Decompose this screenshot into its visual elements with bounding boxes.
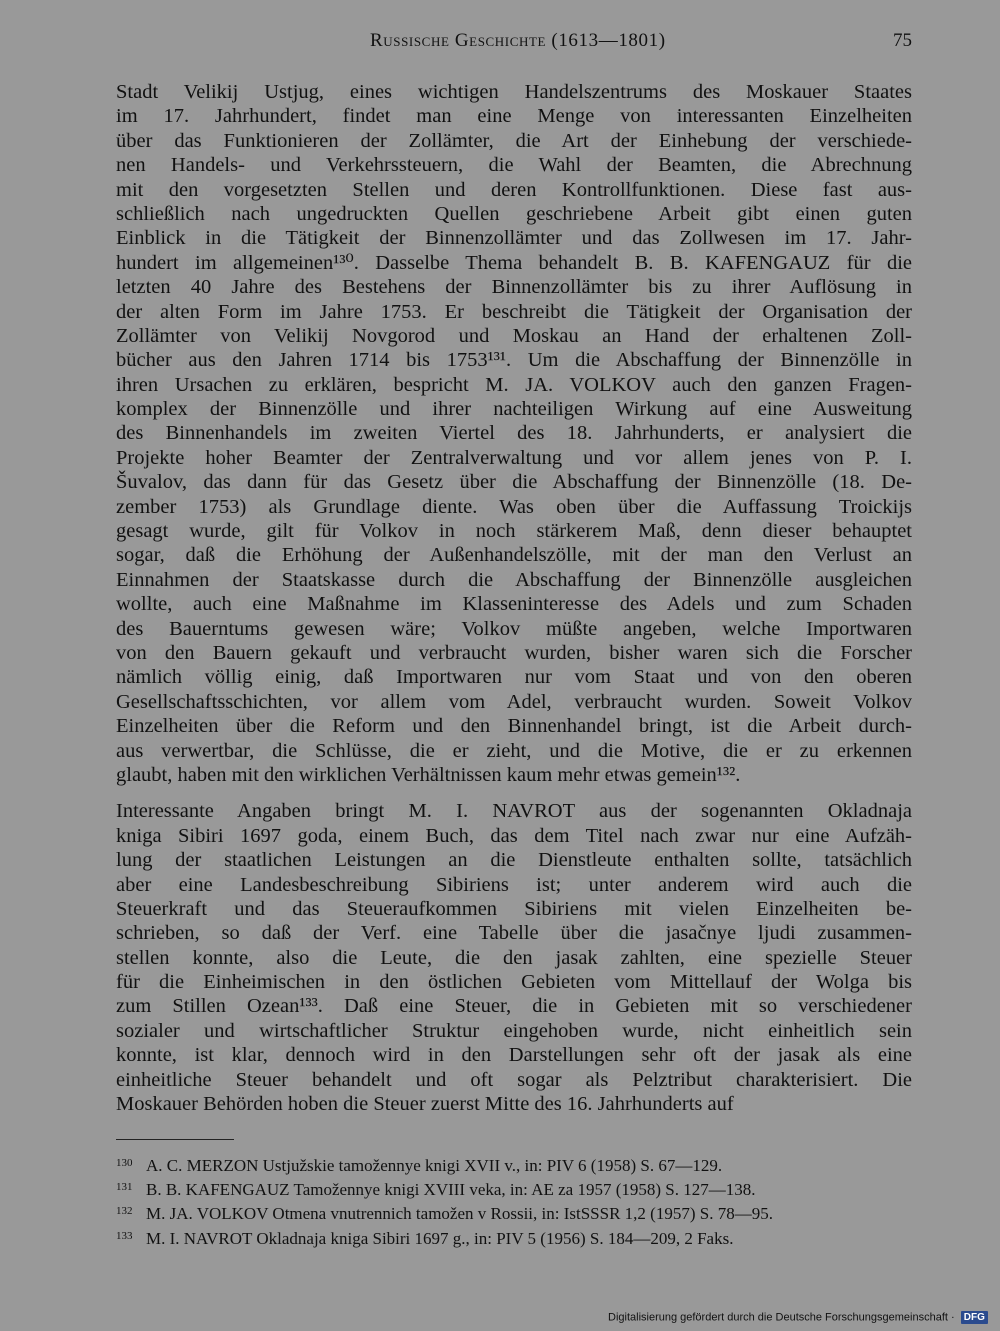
text-line: hundert im allgemeinen¹³⁰. Dasselbe Thema behandelt B. B. KAFENGAUZ für die xyxy=(116,251,912,274)
dfg-logo: DFG xyxy=(961,1311,988,1324)
text-line: des Binnenhandels im zweiten Viertel des 18. Jahrhunderts, er analysiert die xyxy=(116,422,912,445)
text-line: komplex der Binnenzölle und ihrer nachteiligen Wirkung auf eine Ausweitung xyxy=(116,398,912,421)
text-line: aber eine Landesbeschreibung Sibiriens ist; unter anderem wird auch die xyxy=(116,873,912,896)
text-line: Steuerkraft und das Steueraufkommen Sibiriens mit vielen Einzelheiten be- xyxy=(116,897,912,920)
paragraph xyxy=(116,80,912,787)
text-line: sogar, daß die Erhöhung der Außenhandelszölle, mit der man den Verlust an xyxy=(116,544,912,567)
credit-text: Digitalisierung gefördert durch die Deutsche Forschungsgemeinschaft · xyxy=(608,1311,955,1324)
text-line: Einblick in die Tätigkeit der Binnenzollämter und das Zollwesen im 17. Jahr- xyxy=(116,227,912,250)
text-line: Moskauer Behörden hoben die Steuer zuerst Mitte des 16. Jahrhunderts auf xyxy=(116,1093,734,1116)
text-line: nämlich völlig einig, daß Importwaren nur vom Staat und von den oberen xyxy=(116,666,912,689)
footnote-divider xyxy=(116,1139,234,1140)
footnote-number: 130 xyxy=(116,1157,133,1169)
footnote xyxy=(116,1175,916,1199)
text-line: aus verwertbar, die Schlüsse, die er zieht, und die Motive, die er zu erkennen xyxy=(116,739,912,762)
text-line: konnte, ist klar, dennoch wird in den Darstellungen sehr oft der jasak als eine xyxy=(116,1044,912,1067)
text-line: glaubt, haben mit den wirklichen Verhältnissen kaum mehr etwas gemein¹³². xyxy=(116,763,741,786)
page-number: 75 xyxy=(893,30,912,51)
footnote-number: 133 xyxy=(116,1229,133,1242)
text-line: im 17. Jahrhundert, findet man eine Menge von interessanten Einzelheiten xyxy=(116,105,912,128)
text-line: schließlich nach ungedruckten Quellen geschriebene Arbeit gibt einen guten xyxy=(116,202,912,225)
text-line: nen Handels- und Verkehrssteuern, die Wahl der Beamten, die Abrechnung xyxy=(116,154,912,177)
text-line: für die Einheimischen in den östlichen Gebieten vom Mittellauf der Wolga bis xyxy=(116,971,912,994)
text-line: Zollämter von Velikij Novgorod und Moskau an Hand der erhaltenen Zoll- xyxy=(116,324,912,347)
text-line: Stadt Velikij Ustjug, eines wichtigen Handelszentrums des Moskauer Staates xyxy=(116,81,912,103)
text-line: Gesellschaftsschichten, vor allem vom Adel, verbraucht wurden. Soweit Volkov xyxy=(116,690,912,713)
text-line: letzten 40 Jahre des Bestehens der Binnenzollämter bis zu ihrer Auflösung in xyxy=(116,276,912,299)
text-line: mit den vorgesetzten Stellen und deren Kontrollfunktionen. Diese fast aus- xyxy=(116,178,912,201)
text-line: ihren Ursachen zu erklären, bespricht M. JA. VOLKOV auch den ganzen Fragen- xyxy=(116,373,912,396)
text-line: des Bauerntums gewesen wäre; Volkov müßte angeben, welche Importwaren xyxy=(116,617,912,640)
running-head xyxy=(0,30,1000,58)
running-title: Russische Geschichte (1613—1801) xyxy=(370,30,666,51)
footnote xyxy=(116,1199,916,1223)
footnote xyxy=(116,1224,916,1248)
text-line: Interessante Angaben bringt M. I. NAVROT aus der sogenannten Okladnaja xyxy=(116,800,912,823)
text-line: von den Bauern gekauft und verbraucht wurden, bisher waren sich die Forscher xyxy=(116,641,912,664)
main-text xyxy=(116,80,912,1116)
text-line: lung der staatlichen Leistungen an die Dienstleute enthalten sollte, tatsächlich xyxy=(116,849,912,872)
text-line: zum Stillen Ozean¹³³. Daß eine Steuer, die in Gebieten mit so verschiedener xyxy=(116,995,912,1018)
text-line: kniga Sibiri 1697 goda, einem Buch, das dem Titel nach zwar nur eine Aufzäh- xyxy=(116,824,912,847)
paragraph xyxy=(116,799,912,1116)
footnote-text: A. C. MERZON Ustjužskie tamožennye knigi XVII v., in: PIV 6 (1958) S. 67—129. xyxy=(146,1156,723,1175)
text-line: über das Funktionieren der Zollämter, die Art der Einhebung der verschiede- xyxy=(116,129,912,152)
footnote-number: 132 xyxy=(116,1205,133,1218)
footnote-text: B. B. KAFENGAUZ Tamožennye knigi XVIII veka, in: AE za 1957 (1958) S. 127—138. xyxy=(146,1180,756,1200)
text-line: der alten Form im Jahre 1753. Er beschreibt die Tätigkeit der Organisation der xyxy=(116,300,912,323)
text-line: Projekte hoher Beamter der Zentralverwaltung und vor allem jenes von P. I. xyxy=(116,446,912,469)
text-line: sozialer und wirtschaftlicher Struktur eingehoben wurde, nicht einheitlich sein xyxy=(116,1019,912,1042)
text-line: Einnahmen der Staatskasse durch die Abschaffung der Binnenzölle ausgleichen xyxy=(116,568,912,591)
text-line: schrieben, so daß der Verf. eine Tabelle über die jasačnye ljudi zusammen- xyxy=(116,922,912,945)
footnotes xyxy=(116,1151,916,1248)
digitization-credit xyxy=(608,1311,988,1327)
footnote-number: 131 xyxy=(116,1181,133,1194)
text-line: gesagt wurde, gilt für Volkov in noch stärkerem Maß, denn dieser behauptet xyxy=(116,520,912,543)
text-line: bücher aus den Jahren 1714 bis 1753¹³¹. Um die Abschaffung der Binnenzölle in xyxy=(116,349,912,372)
footnote-text: M. I. NAVROT Okladnaja kniga Sibiri 1697 g., in: PIV 5 (1956) S. 184—209, 2 Faks. xyxy=(146,1228,734,1248)
footnote xyxy=(116,1151,916,1175)
text-line: wollte, auch eine Maßnahme im Klasseninteresse des Adels und zum Schaden xyxy=(116,593,912,616)
text-line: stellen konnte, also die Leute, die den jasak zahlten, eine spezielle Steuer xyxy=(116,946,912,969)
footnote-text: M. JA. VOLKOV Otmena vnutrennich tamožen v Rossii, in: IstSSSR 1,2 (1957) S. 78—95. xyxy=(146,1204,773,1224)
text-line: einheitliche Steuer behandelt und oft sogar als Pelztribut charakterisiert. Die xyxy=(116,1068,912,1091)
text-line: Šuvalov, das dann für das Gesetz über die Abschaffung der Binnenzölle (18. De- xyxy=(116,471,912,494)
text-line: zember 1753) als Grundlage diente. Was oben über die Auffassung Troickijs xyxy=(116,495,912,518)
text-line: Einzelheiten über die Reform und den Binnenhandel bringt, ist die Arbeit durch- xyxy=(116,715,912,738)
